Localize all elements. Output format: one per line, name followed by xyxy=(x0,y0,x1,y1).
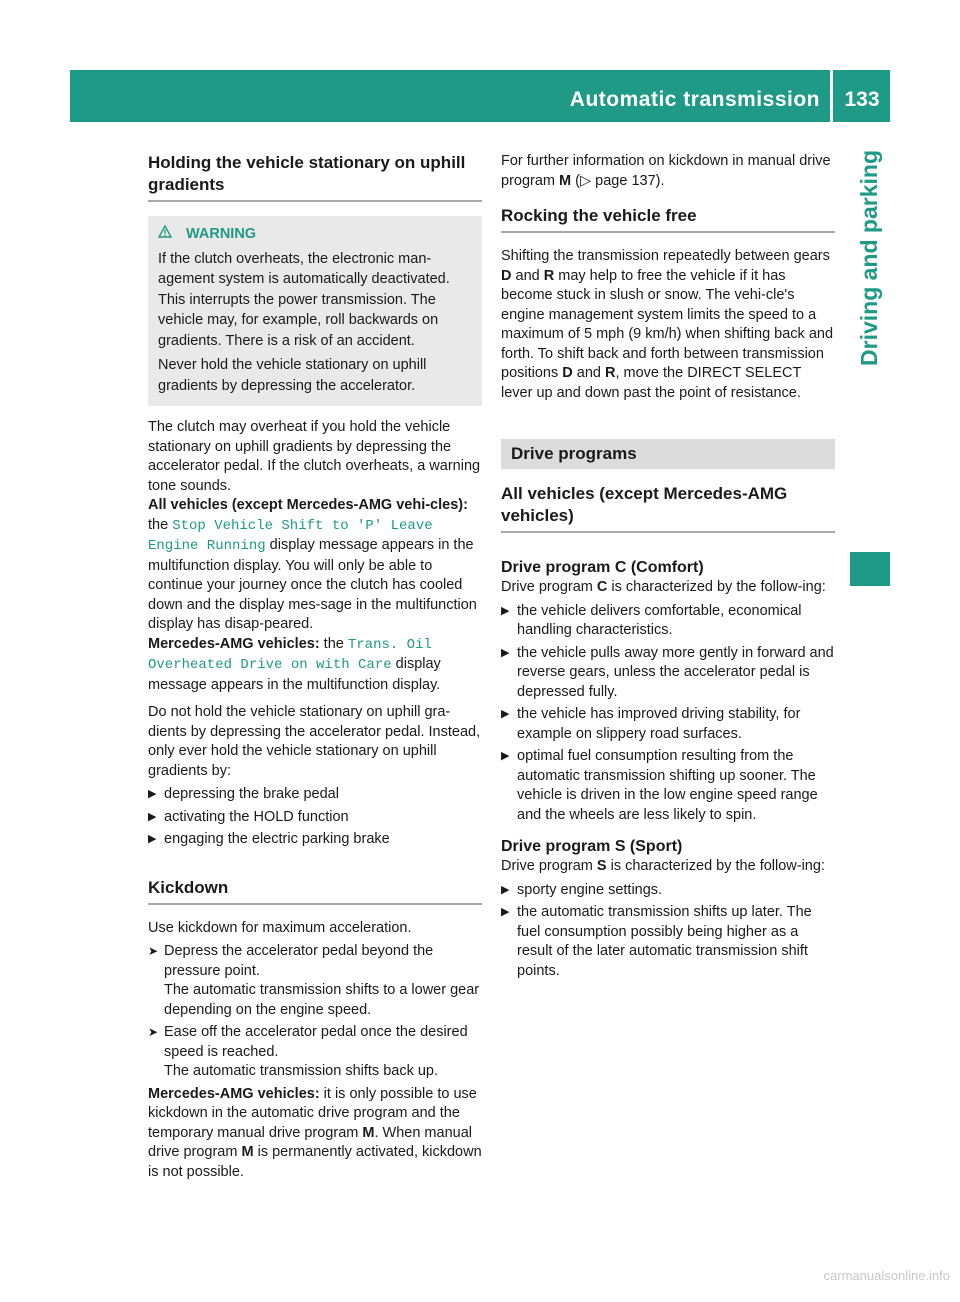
paragraph xyxy=(501,247,835,403)
text: the xyxy=(319,635,348,652)
gear-code: D xyxy=(501,267,512,284)
chapter-marker xyxy=(850,552,890,586)
text: the xyxy=(148,516,173,533)
heading-rocking: Rocking the vehicle free xyxy=(501,205,835,233)
bullet-icon: ▶ xyxy=(148,788,157,800)
bullet-list xyxy=(148,785,482,850)
page-reference[interactable]: page 137). xyxy=(591,172,665,189)
text: is characterized by the follow-ing: xyxy=(607,579,826,595)
gear-code: D xyxy=(562,365,573,381)
paragraph xyxy=(501,578,835,598)
paragraph xyxy=(148,496,482,635)
list-item xyxy=(148,830,482,850)
text: Shifting the transmission repeatedly between gears xyxy=(501,248,830,264)
display-message: Stop Vehicle Shift to 'P' Leave Engine Running xyxy=(148,517,433,554)
gear-code: R xyxy=(605,365,616,381)
paragraph: Do not hold the vehicle stationary on uphill gra-dients by depressing the accelerator pedal. Instead, only ever hold the vehicle stationary on uphill gradients by: xyxy=(148,704,481,779)
list-item-text: engaging the electric parking brake xyxy=(164,831,390,847)
subheading-comfort: Drive program C (Comfort) xyxy=(501,559,704,576)
right-column xyxy=(501,152,835,984)
list-item xyxy=(501,644,835,703)
step-result: The automatic transmission shifts to a lower gear depending on the engine speed. xyxy=(164,982,480,1018)
heading-kickdown: Kickdown xyxy=(148,877,482,905)
watermark: carmanualsonline.info xyxy=(823,1268,950,1283)
list-item xyxy=(148,808,482,828)
list-item xyxy=(501,602,835,641)
list-item-text: activating the HOLD function xyxy=(164,808,349,825)
paragraph xyxy=(501,857,835,877)
text: may help to free the vehicle if it has become stuck in slush or snow. The vehi-cle's engine management system limits the speed to a maximum of 5 mph (9 km/h) when shifting back and forth. To shift back and forth between transmission positions xyxy=(501,267,834,381)
warning-box xyxy=(148,216,482,406)
text: display message appears in the multifunction display. You will only be able to continue your journey once the clutch has cooled down and the display mes-sage in the multifunction display has disap-peared. xyxy=(148,537,477,632)
bullet-icon: ▶ xyxy=(501,646,510,659)
program-code: C xyxy=(596,579,608,595)
bullet-list xyxy=(501,602,835,826)
step-item xyxy=(148,1023,482,1082)
text: Drive program xyxy=(501,858,597,874)
section-title: Automatic transmission xyxy=(569,88,820,111)
list-item-text: depressing the brake pedal xyxy=(164,786,339,802)
bullet-icon: ▶ xyxy=(148,833,157,845)
gear-code: M xyxy=(362,1124,375,1141)
paragraph: The clutch may overheat if you hold the vehicle stationary on uphill gradients by depressing the accelerator pedal. If the clutch overheats, a warning tone sounds. xyxy=(148,419,481,494)
chapter-tab-label: Driving and parking xyxy=(856,150,882,366)
triangle-right-icon: ▷ xyxy=(579,172,592,189)
step-result: The automatic transmission shifts back up. xyxy=(164,1063,439,1079)
list-item xyxy=(148,785,482,805)
paragraph: Use kickdown for maximum acceleration. xyxy=(148,919,412,936)
heading-all-vehicles: All vehicles (except Mercedes-AMG vehicles) xyxy=(501,483,835,533)
warning-text: Never hold the vehicle stationary on uphill gradients by depressing the accelerator. xyxy=(158,357,427,394)
bullet-icon: ▶ xyxy=(501,906,510,918)
bullet-icon: ▶ xyxy=(501,708,510,720)
header-divider xyxy=(830,70,833,122)
text: , move the DIRECT SELECT lever up and down past the point of resistance. xyxy=(501,365,802,401)
warning-text: If the clutch overheats, the electronic man-agement system is automatically deactivated. This interrupts the power transmission. The vehicle may, for example, roll backwards on gradients. There is a risk of an accident. xyxy=(158,250,450,349)
bold-label: Mercedes-AMG vehicles: xyxy=(148,1085,320,1102)
bullet-icon: ▶ xyxy=(501,604,510,617)
text: is permanently activated, kickdown is not possible. xyxy=(148,1144,482,1180)
paragraph xyxy=(148,1085,482,1183)
list-item-text: the vehicle pulls away more gently in forward and reverse gears, unless the accelerator pedal is depressed fully. xyxy=(517,644,834,700)
bold-label: All vehicles (except Mercedes-AMG vehi-cles): xyxy=(148,497,468,513)
warning-header xyxy=(158,224,472,245)
bullet-icon: ▶ xyxy=(501,883,510,896)
list-item xyxy=(501,903,835,981)
step-item xyxy=(148,942,482,1020)
arrow-icon: ➤ xyxy=(148,1025,159,1039)
text: Drive program xyxy=(501,579,597,595)
gear-code: M xyxy=(559,172,572,189)
bullet-icon: ▶ xyxy=(501,750,510,762)
bold-label: Mercedes-AMG vehicles: xyxy=(148,635,320,652)
text: it is only possible to use kickdown in the automatic drive program and the temporary manual drive program xyxy=(148,1085,477,1141)
list-item xyxy=(501,747,835,825)
subheading-sport: Drive program S (Sport) xyxy=(501,838,683,855)
bullet-list xyxy=(501,881,835,982)
text: is characterized by the follow-ing: xyxy=(606,858,825,874)
step-text: Depress the accelerator pedal beyond the pressure point. xyxy=(164,943,434,979)
chapter-tab xyxy=(848,150,890,540)
gear-code: R xyxy=(543,267,555,284)
list-item xyxy=(501,705,835,744)
display-message: Trans. Oil Overheated Drive on with Care xyxy=(148,636,432,673)
paragraph xyxy=(148,635,482,696)
program-code: S xyxy=(596,858,607,874)
paragraph xyxy=(501,152,835,191)
text: For further information on kickdown in manual drive program xyxy=(501,153,831,189)
text: display message appears in the multifunction display. xyxy=(148,656,441,693)
step-text: Ease off the accelerator pedal once the desired speed is reached. xyxy=(164,1024,468,1060)
left-column xyxy=(148,152,482,1182)
list-item xyxy=(501,881,835,901)
bullet-icon: ▶ xyxy=(148,810,157,823)
gear-code: M xyxy=(241,1144,254,1160)
section-band: Drive programs xyxy=(501,439,835,469)
list-item-text: the automatic transmission shifts up later. The fuel consumption possibly being higher as a result of the later automatic transmission shift points. xyxy=(517,904,812,979)
step-list xyxy=(148,942,482,1082)
heading-uphill: Holding the vehicle stationary on uphill gradients xyxy=(148,152,482,202)
text: and xyxy=(511,267,544,284)
page-number: 133 xyxy=(844,88,880,111)
text: ( xyxy=(571,172,580,189)
warning-title: WARNING xyxy=(186,226,257,242)
text: . When manual drive program xyxy=(148,1124,472,1160)
list-item-text: sporty engine settings. xyxy=(517,881,663,898)
text: and xyxy=(572,365,605,381)
arrow-icon: ➤ xyxy=(148,944,159,958)
warning-triangle-icon xyxy=(158,224,178,245)
list-item-text: optimal fuel consumption resulting from the automatic transmission shifting up sooner. The vehicle is driven in the low engine speed range and the wheels are less likely to spin. xyxy=(517,748,818,823)
list-item-text: the vehicle has improved driving stability, for example on slippery road surfaces. xyxy=(517,706,801,742)
list-item-text: the vehicle delivers comfortable, economical handling characteristics. xyxy=(517,602,802,638)
